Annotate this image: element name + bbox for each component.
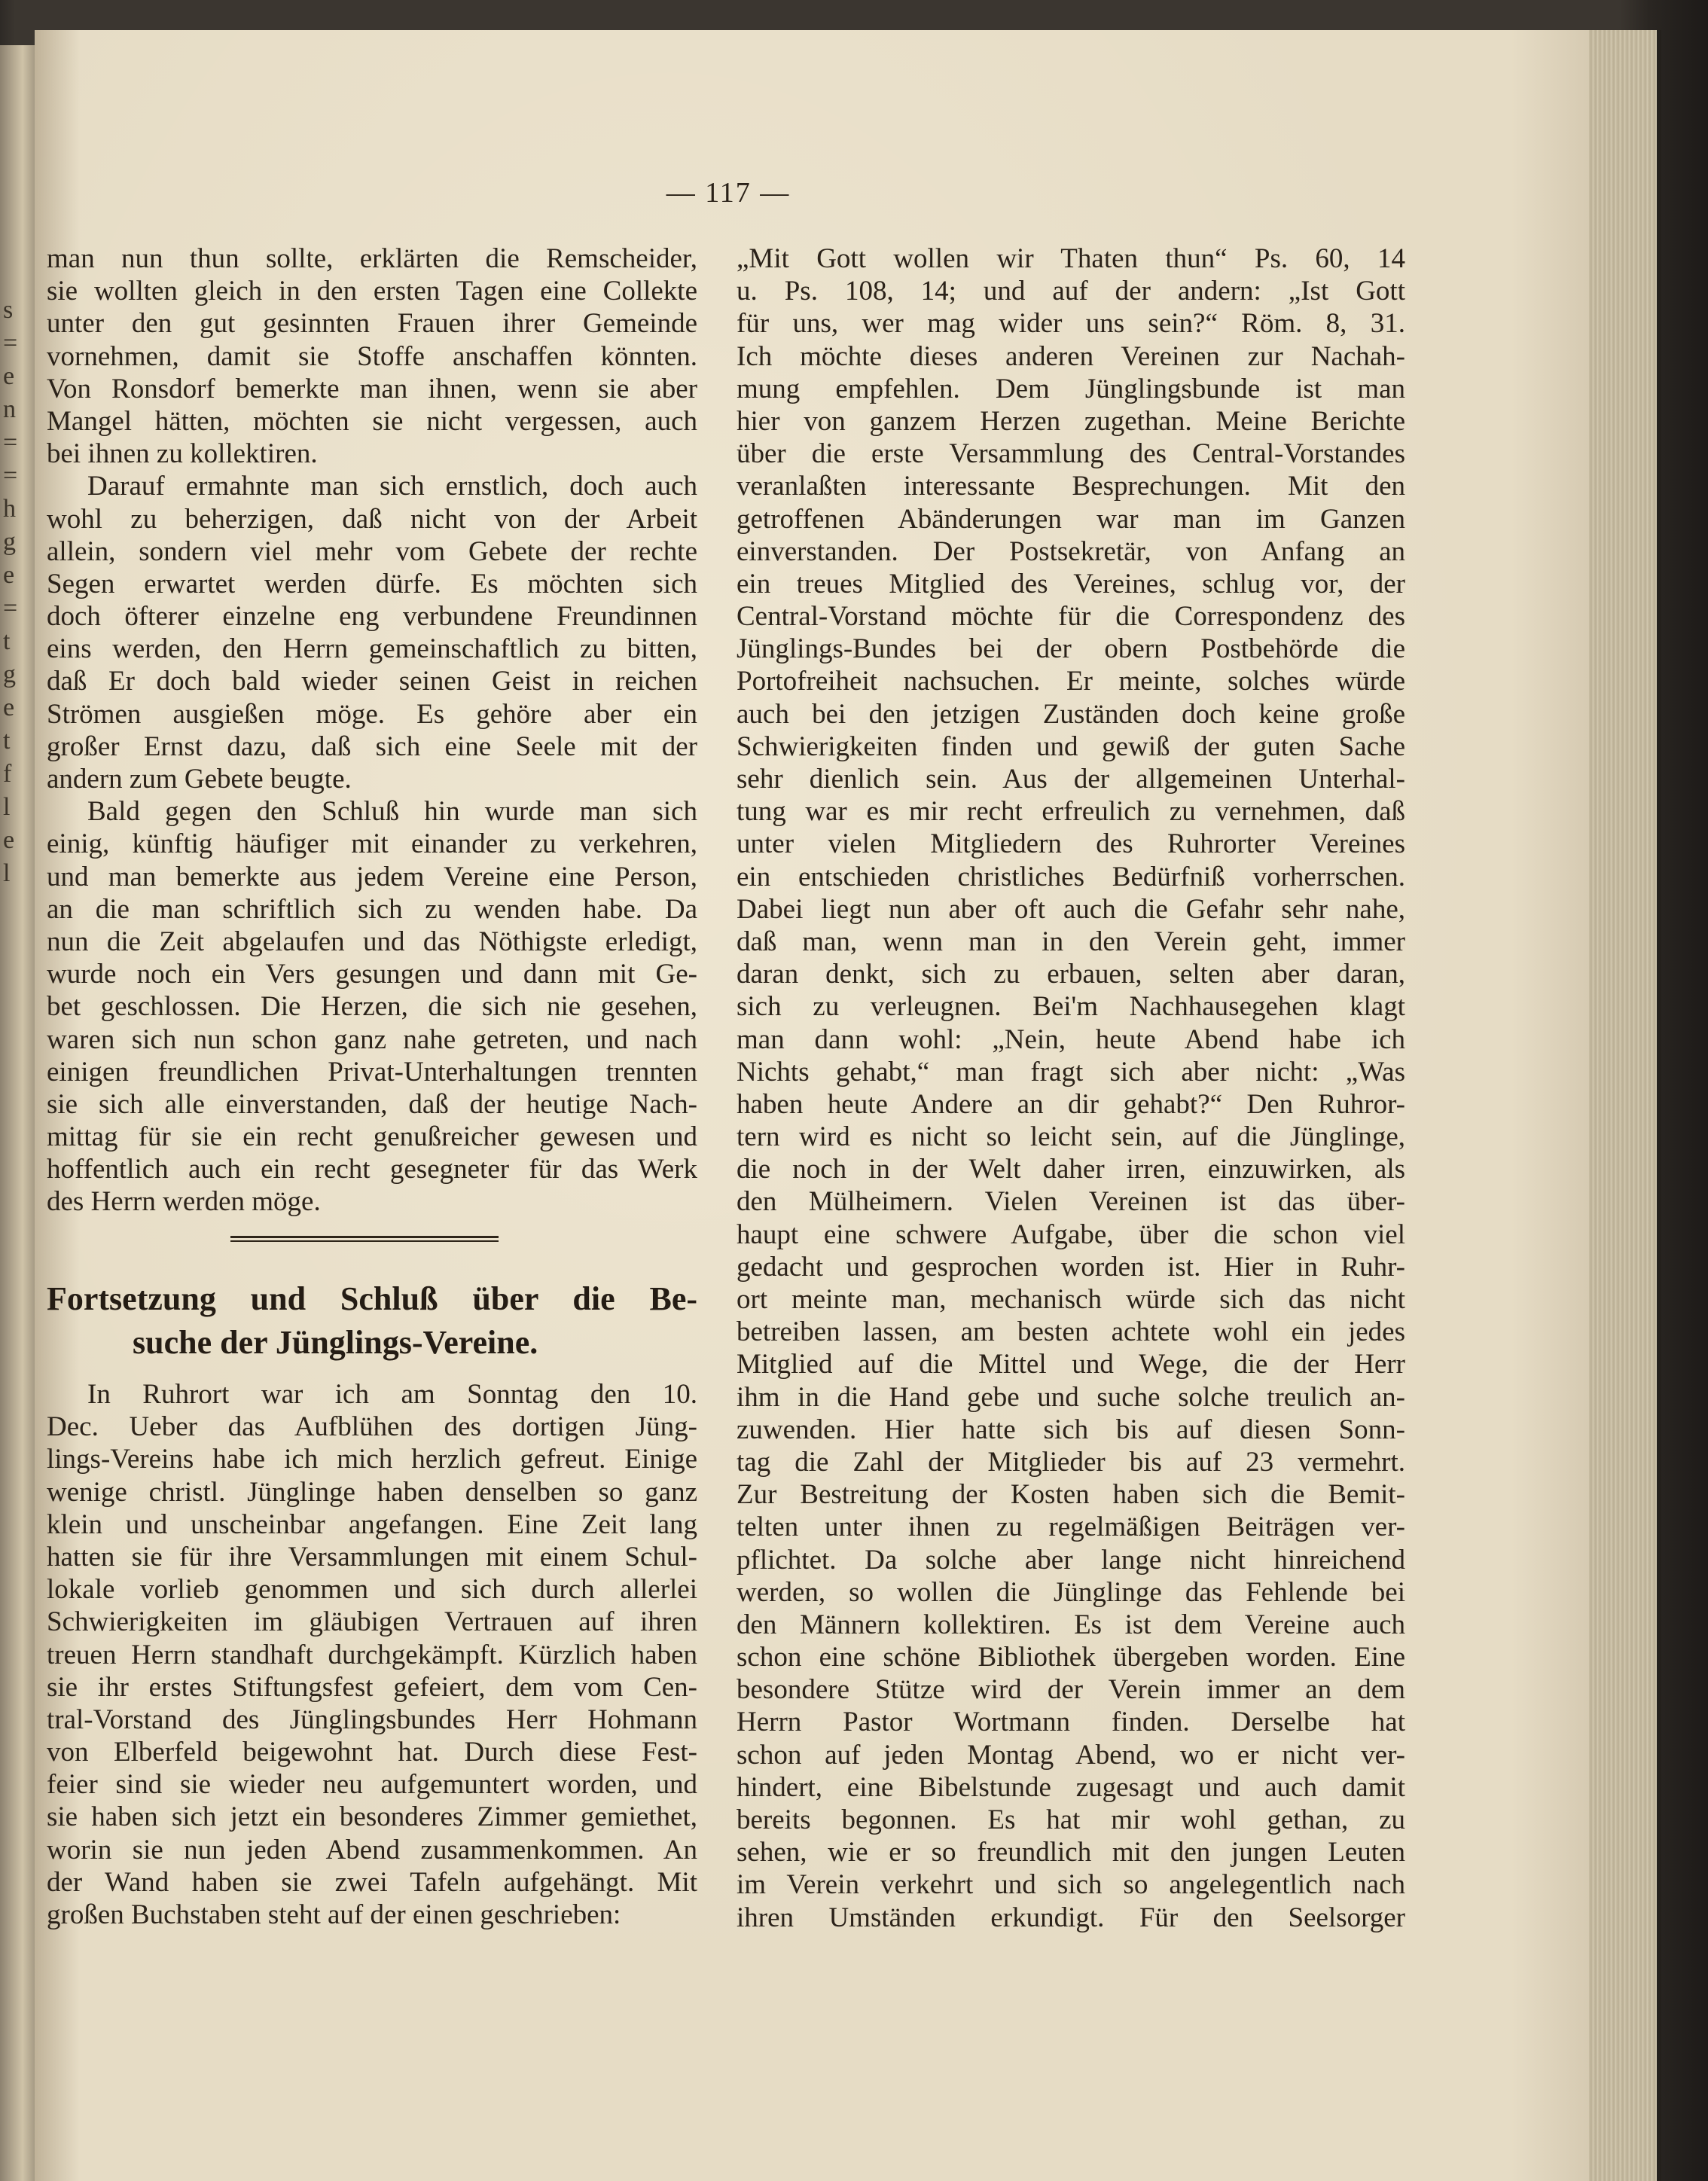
text-line: treuen Herrn standhaft durchgekämpft. Kürzlich haben — [47, 1639, 697, 1670]
margin-letter: = — [3, 429, 18, 456]
text-line: sie ihr erstes Stiftungsfest gefeiert, dem vom Cen- — [47, 1671, 697, 1703]
text-line: an die man schriftlich sich zu wenden habe. Da — [47, 893, 697, 925]
text-line: wurde noch ein Vers gesungen und dann mit Ge- — [47, 959, 697, 990]
margin-letter: n — [3, 395, 16, 423]
text-line: Herrn Pastor Wortmann finden. Derselbe hat — [737, 1707, 1405, 1738]
heading-line: Fortsetzung und Schluß über die Be- — [47, 1280, 697, 1317]
text-line: unter den gut gesinnten Frauen ihrer Gemeinde — [47, 308, 697, 340]
margin-letter: t — [3, 627, 11, 655]
text-line: Dec. Ueber das Aufblühen des dortigen Jüng- — [47, 1411, 697, 1443]
text-line: Schwierigkeiten im gläubigen Vertrauen auf ihren — [47, 1606, 697, 1638]
text-line: man dann wohl: „Nein, heute Abend habe ich — [737, 1023, 1405, 1055]
margin-letter: e — [3, 561, 15, 589]
text-line: sie sich alle einverstanden, daß der heutige Nach- — [47, 1088, 697, 1120]
text-line: ein treues Mitglied des Vereines, schlug vor, der — [737, 568, 1405, 599]
text-line: sie wollten gleich in den ersten Tagen eine Collekte — [47, 276, 697, 307]
previous-page-margin-letters — [3, 294, 33, 890]
text-line: Mangel hätten, möchten sie nicht vergessen, auch — [47, 405, 697, 437]
text-line: sehr dienlich sein. Aus der allgemeinen Unterhal- — [737, 764, 1405, 795]
text-line: wenige christl. Jünglinge haben denselben so ganz — [47, 1476, 697, 1508]
text-line: allein, sondern viel mehr vom Gebete der rechte — [47, 535, 697, 567]
margin-letter: t — [3, 727, 11, 755]
text-line: hatten sie für ihre Versammlungen mit einem Schul- — [47, 1541, 697, 1572]
text-line: ihm in die Hand gebe und suche solche treulich an- — [737, 1381, 1405, 1413]
text-line: Jünglings-Bundes bei der obern Postbehörde die — [737, 633, 1405, 665]
page-stack-edge — [1589, 30, 1661, 2181]
text-line: über die erste Versammlung des Central-Vorstandes — [737, 438, 1405, 470]
text-line: bet geschlossen. Die Herzen, die sich nie gesehen, — [47, 991, 697, 1023]
text-line: Schwierigkeiten finden und gewiß der guten Sache — [737, 731, 1405, 762]
text-line: hier von ganzem Herzen zugethan. Meine Berichte — [737, 405, 1405, 437]
text-line: den Männern kollektiren. Es ist dem Vereine auch — [737, 1609, 1405, 1640]
text-line: von Elberfeld beigewohnt hat. Durch diese Fest- — [47, 1737, 697, 1768]
text-line: Von Ronsdorf bemerkte man ihnen, wenn sie aber — [47, 373, 697, 404]
text-line: bei ihnen zu kollektiren. — [47, 438, 318, 470]
text-line: mung empfehlen. Dem Jünglingsbunde ist man — [737, 373, 1405, 404]
previous-page-edge — [0, 45, 35, 2181]
text-line: der Wand haben sie zwei Tafeln aufgehängt. Mit — [47, 1866, 697, 1898]
margin-letter: h — [3, 495, 16, 523]
margin-letter: = — [3, 594, 18, 622]
text-line: haupt eine schwere Aufgabe, über die schon viel — [737, 1219, 1405, 1250]
text-line: auch bei den jetzigen Zuständen doch keine große — [737, 698, 1405, 730]
text-line: lokale vorlieb genommen und sich durch allerlei — [47, 1574, 697, 1606]
page-number: — 117 — — [666, 177, 791, 209]
text-line: einig, künftig häufiger mit einander zu verkehren, — [47, 828, 697, 860]
text-line: eins werden, den Herrn gemeinschaftlich zu bitten, — [47, 633, 697, 665]
text-line: doch öfterer einzelne eng verbundene Freundinnen — [47, 601, 697, 633]
text-line: mittag für sie ein recht genußreicher gewesen und — [47, 1121, 697, 1153]
text-line: den Mülheimern. Vielen Vereinen ist das über- — [737, 1186, 1405, 1218]
text-line: Zur Bestreitung der Kosten haben sich die Bemit- — [737, 1479, 1405, 1511]
text-line: und man bemerkte aus jedem Vereine eine Person, — [47, 861, 697, 892]
text-line: schon auf jeden Montag Abend, wo er nicht ver- — [737, 1739, 1405, 1771]
text-line: u. Ps. 108, 14; und auf der andern: „Ist Gott — [737, 276, 1405, 307]
text-line: feier sind sie wieder neu aufgemuntert worden, und — [47, 1769, 697, 1801]
text-line: haben heute Andere an dir gehabt?“ Den Ruhror- — [737, 1088, 1405, 1120]
text-line: sehen, wie er so freundlich mit den jungen Leuten — [737, 1837, 1405, 1868]
text-line: des Herrn werden möge. — [47, 1186, 321, 1218]
margin-letter: e — [3, 362, 15, 390]
margin-letter: l — [3, 859, 11, 887]
heading-line: suche der Jünglings-Vereine. — [133, 1324, 538, 1361]
text-line: die noch in der Welt daher irren, einzuwirken, als — [737, 1154, 1405, 1185]
text-line: Bald gegen den Schluß hin wurde man sich — [87, 796, 697, 828]
margin-letter: = — [3, 329, 18, 357]
margin-letter: s — [3, 296, 14, 324]
text-line: ort meinte man, mechanisch würde sich das nicht — [737, 1284, 1405, 1315]
text-line: Ich möchte dieses anderen Vereinen zur Nachah- — [737, 340, 1405, 372]
text-line: im Verein verkehrt und sich so angelegentlich nach — [737, 1869, 1405, 1901]
text-line: Strömen ausgießen möge. Es gehöre aber ein — [47, 698, 697, 730]
text-line: Central-Vorstand möchte für die Correspondenz des — [737, 601, 1405, 633]
text-line: man nun thun sollte, erklärten die Remscheider, — [47, 243, 697, 274]
text-line: „Mit Gott wollen wir Thaten thun“ Ps. 60, 14 — [737, 243, 1405, 274]
text-line: hoffentlich auch ein recht gesegneter für das Werk — [47, 1154, 697, 1185]
text-line: gedacht und gesprochen worden ist. Hier in Ruhr- — [737, 1251, 1405, 1283]
text-line: lings-Vereins habe ich mich herzlich gefreut. Einige — [47, 1444, 697, 1475]
text-line: zuwenden. Hier hatte sich bis auf diesen Sonn- — [737, 1414, 1405, 1445]
text-line: werden, so wollen die Jünglinge das Fehlende bei — [737, 1576, 1405, 1608]
text-line: großer Ernst dazu, daß sich eine Seele mit der — [47, 731, 697, 762]
right-column — [737, 243, 1405, 1934]
left-column-article — [47, 1378, 697, 1931]
text-line: einigen freundlichen Privat-Unterhaltungen trennten — [47, 1056, 697, 1087]
text-line: einverstanden. Der Postsekretär, von Anfang an — [737, 535, 1405, 567]
article-heading — [47, 1277, 697, 1365]
section-divider-rule — [230, 1236, 499, 1242]
margin-letter: g — [3, 528, 16, 556]
text-line: nun die Zeit abgelaufen und das Nöthigste erledigt, — [47, 926, 697, 957]
margin-letter: e — [3, 826, 15, 854]
text-line: telten unter ihnen zu regelmäßigen Beiträgen ver- — [737, 1511, 1405, 1543]
text-line: wohl zu beherzigen, daß nicht von der Arbeit — [47, 503, 697, 535]
text-line: getroffenen Abänderungen war man im Ganzen — [737, 503, 1405, 535]
text-line: großen Buchstaben steht auf der einen geschrieben: — [47, 1899, 621, 1930]
text-line: ihren Umständen erkundigt. Für den Seelsorger — [737, 1902, 1405, 1933]
text-line: sie haben sich jetzt ein besonderes Zimmer gemiethet, — [47, 1801, 697, 1833]
text-line: pflichtet. Da solche aber lange nicht hinreichend — [737, 1544, 1405, 1576]
text-line: sich zu verleugnen. Bei'm Nachhausegehen klagt — [737, 991, 1405, 1023]
text-line: Segen erwartet werden dürfe. Es möchten sich — [47, 568, 697, 599]
text-line: betreiben lassen, am besten achtete wohl ein jedes — [737, 1316, 1405, 1348]
text-line: unter vielen Mitgliedern des Ruhrorter Vereines — [737, 828, 1405, 860]
text-line: tern wird es nicht so leicht sein, auf die Jünglinge, — [737, 1121, 1405, 1153]
text-line: waren sich nun schon ganz nahe getreten, und nach — [47, 1023, 697, 1055]
text-line: vornehmen, damit sie Stoffe anschaffen könnten. — [47, 340, 697, 372]
margin-letter: f — [3, 760, 12, 788]
margin-letter: e — [3, 694, 15, 721]
text-line: besondere Stütze wird der Verein immer an dem — [737, 1674, 1405, 1706]
text-line: tral-Vorstand des Jünglingsbundes Herr Hohmann — [47, 1704, 697, 1735]
margin-letter: l — [3, 793, 11, 821]
text-line: Mitglied auf die Mittel und Wege, die der Herr — [737, 1349, 1405, 1380]
text-line: klein und unscheinbar angefangen. Eine Zeit lang — [47, 1508, 697, 1540]
text-line: Dabei liegt nun aber oft auch die Gefahr sehr nahe, — [737, 893, 1405, 925]
text-line: In Ruhrort war ich am Sonntag den 10. — [87, 1379, 697, 1410]
text-line: Portofreiheit nachsuchen. Er meinte, solches würde — [737, 666, 1405, 697]
text-line: hindert, eine Bibelstunde zugesagt und auch damit — [737, 1771, 1405, 1803]
margin-letter: = — [3, 462, 18, 490]
text-line: tag die Zahl der Mitglieder bis auf 23 vermehrt. — [737, 1446, 1405, 1478]
text-line: daß man, wenn man in den Verein geht, immer — [737, 926, 1405, 957]
text-line: Darauf ermahnte man sich ernstlich, doch auch — [87, 471, 697, 502]
text-line: für uns, wer mag wider uns sein?“ Röm. 8, 31. — [737, 308, 1405, 340]
left-column-intro — [47, 243, 697, 1219]
text-line: daran denkt, sich zu erbauen, selten aber daran, — [737, 959, 1405, 990]
text-line: Nichts gehabt,“ man fragt sich aber nicht: „Was — [737, 1056, 1405, 1087]
text-line: daß Er doch bald wieder seinen Geist in reichen — [47, 666, 697, 697]
text-line: tung war es mir recht erfreulich zu vernehmen, daß — [737, 796, 1405, 828]
text-line: veranlaßten interessante Besprechungen. Mit den — [737, 471, 1405, 502]
text-line: worin sie nun jeden Abend zusammenkommen. An — [47, 1834, 697, 1865]
text-line: schon eine schöne Bibliothek übergeben worden. Eine — [737, 1642, 1405, 1673]
margin-letter: g — [3, 660, 16, 688]
text-line: bereits begonnen. Es hat mir wohl gethan, zu — [737, 1804, 1405, 1835]
text-line: ein entschieden christliches Bedürfniß vorherrschen. — [737, 861, 1405, 892]
text-line: andern zum Gebete beugte. — [47, 764, 352, 795]
